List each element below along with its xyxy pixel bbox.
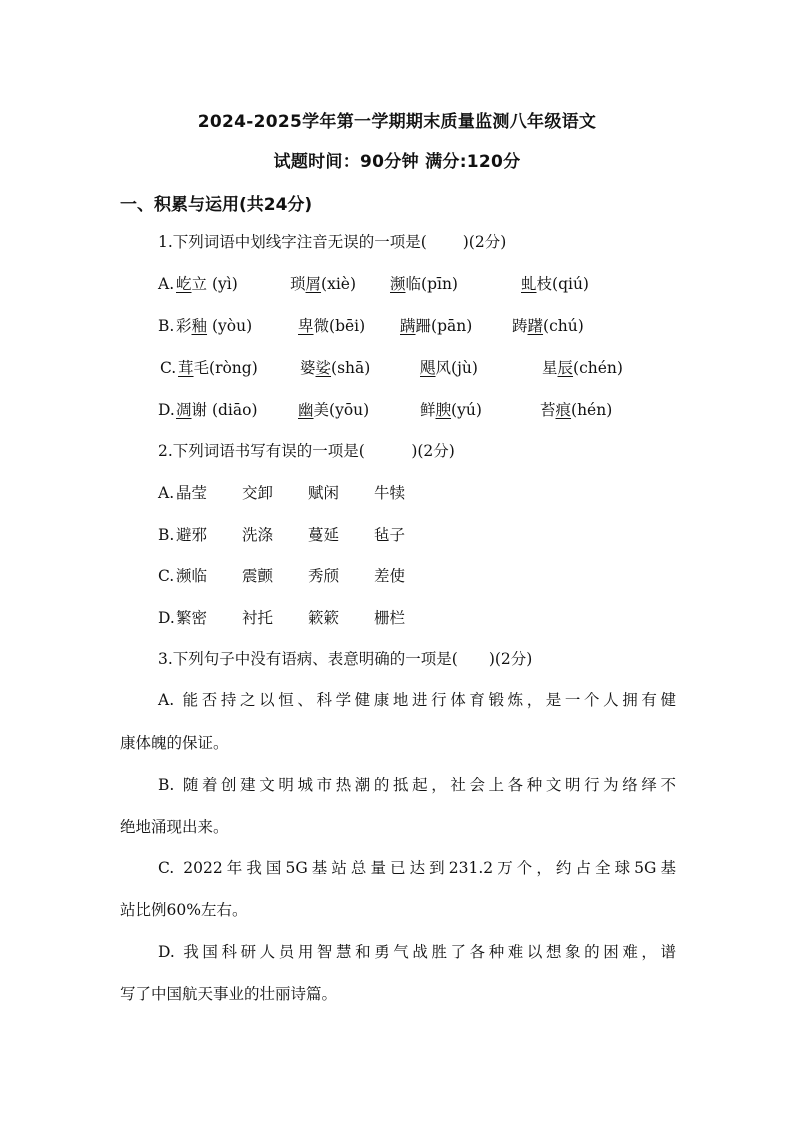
q1-b-word-1: 彩釉 (yòu) xyxy=(176,317,253,335)
exam-title: 2024-2025学年第一学期期末质量监测八年级语文 xyxy=(197,112,597,132)
q1-c-word-2: 婆娑(shā) xyxy=(300,359,371,377)
q1-c-word-3: 飓风(jù) xyxy=(420,359,478,377)
q1-b-word-4: 踌躇(chú) xyxy=(512,317,584,335)
q1-c-word-1: 茸毛(ròng) xyxy=(178,359,258,377)
question-3-stem: 3.下列句子中没有语病、表意明确的一项是( )(2分) xyxy=(158,650,533,668)
q3-option-d-line-2: 写了中国航天事业的壮丽诗篇。 xyxy=(120,985,338,1003)
q1-b-word-3: 蹒跚(pān) xyxy=(400,317,473,335)
q3-option-b-line-1: B. 随着创建文明城市热潮的抵起，社会上各种文明行为络绎不 xyxy=(158,776,676,794)
q1-d-word-1: 凋谢 (diāo) xyxy=(176,401,258,419)
q3-option-a-line-2: 康体魄的保证。 xyxy=(120,734,229,752)
exam-page: 2024-2025学年第一学期期末质量监测八年级语文 试题时间：90分钟 满分:120分 一、积累与运用(共24分) 1.下列词语中划线字注音无误的一项是( )(2分) A. 屹立 (yì) 琐屑(xiè) 濒临(pīn) 虬枝(qiú) B. 彩釉 (yòu) 卑微(bēi) 蹒跚(pān) 踌躇(chú) C. 茸毛(ròng) 婆娑(shā) 飓风(jù) 星辰(chén) D. 凋谢 (diāo) 幽美(yōu) 鲜腴(yú) 苔痕(hén) 2.下列词语书写有误的一项是( )(2分) A. 晶莹 交卸 赋闲 牛犊 B. 避邪 洗涤 蔓延 毡子 C. 濒临 震颤 秀颀 差使 D. 繁密 衬托 簌簌 栅栏 3.下列句子中没有语病、表意明确的一项是( )(2分) A. 能否持之以恒、科学健康地进行体育锻炼，是一个人拥有健 康体魄的保证。 B. 随着创建文明城市热潮的抵起，社会上各种文明行为络绎不 绝地涌现出来。 C. 2022年我国5G基站总量已达到231.2万个，约占全球5G基 站比例60%左右。 D. 我国科研人员用智慧和勇气战胜了各种难以想象的困难，谱 写了中国航天事业的壮丽诗篇。 xyxy=(0,0,794,1123)
q3-option-d-line-1: D. 我国科研人员用智慧和勇气战胜了各种难以想象的困难，谱 xyxy=(158,943,676,961)
q1-a-word-2: 琐屑(xiè) xyxy=(290,275,356,293)
q1-a-word-1: 屹立 (yì) xyxy=(176,275,238,293)
exam-subtitle: 试题时间：90分钟 满分:120分 xyxy=(273,152,521,172)
q1-c-word-4: 星辰(chén) xyxy=(542,359,623,377)
section-heading: 一、积累与运用(共24分) xyxy=(120,195,313,215)
q1-b-word-2: 卑微(bēi) xyxy=(298,317,366,335)
q1-d-word-4: 苔痕(hén) xyxy=(540,401,613,419)
q1-d-word-2: 幽美(yōu) xyxy=(298,401,370,419)
q3-option-c-line-2: 站比例60%左右。 xyxy=(120,901,248,919)
q3-option-a-line-1: A. 能否持之以恒、科学健康地进行体育锻炼，是一个人拥有健 xyxy=(158,691,676,709)
question-1-stem: 1.下列词语中划线字注音无误的一项是( )(2分) xyxy=(158,233,507,251)
q1-a-word-4: 虬枝(qiú) xyxy=(521,275,589,293)
question-2-stem: 2.下列词语书写有误的一项是( )(2分) xyxy=(158,442,455,460)
q3-option-c-line-1: C. 2022年我国5G基站总量已达到231.2万个，约占全球5G基 xyxy=(158,859,676,877)
q3-option-b-line-2: 绝地涌现出来。 xyxy=(120,818,229,836)
q1-a-word-3: 濒临(pīn) xyxy=(390,275,458,293)
q1-d-word-3: 鲜腴(yú) xyxy=(420,401,482,419)
